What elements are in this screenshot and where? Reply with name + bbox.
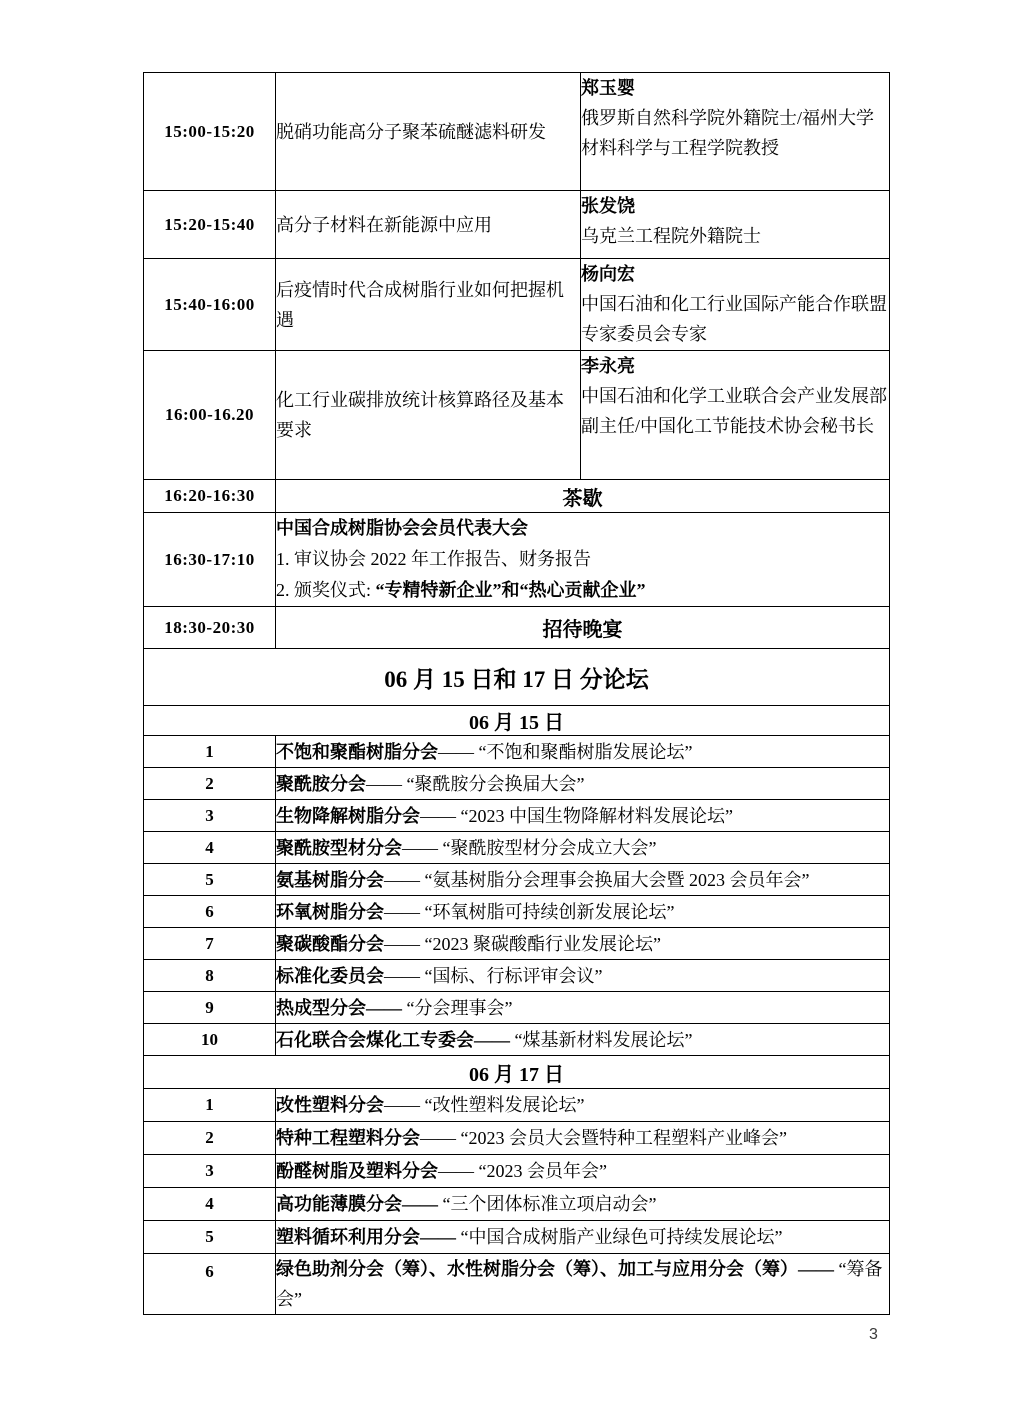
- forum-number: 4: [144, 832, 276, 864]
- speaker-name: 郑玉婴: [581, 78, 635, 98]
- forum-entry: [276, 1221, 890, 1254]
- forum-number: 2: [144, 1122, 276, 1155]
- forum-event-title: —— “环氧树脂可持续创新发展论坛”: [384, 901, 675, 922]
- forum-entry: [276, 928, 890, 960]
- day1-header-row: [144, 706, 890, 736]
- session-topic: 后疫情时代合成树脂行业如何把握机遇: [276, 259, 581, 351]
- forum-entry: [276, 736, 890, 768]
- forum-section-title: 06 月 15 日和 17 日 分论坛: [144, 649, 890, 706]
- forum-row: [144, 1188, 890, 1221]
- forum-division-name: 石化联合会煤化工专委会——: [276, 1029, 510, 1050]
- forum-entry: [276, 1155, 890, 1188]
- forum-event-title: —— “聚酰胺分会换届大会”: [366, 773, 585, 794]
- forum-event-title: —— “2023 中国生物降解材料发展论坛”: [420, 805, 733, 826]
- member-assembly-item2-prefix: 2. 颁奖仪式:: [276, 580, 376, 600]
- forum-division-name: 热成型分会——: [276, 997, 402, 1018]
- session-speaker-cell: [581, 259, 890, 351]
- forum-event-title: “分会理事会”: [402, 997, 513, 1018]
- forum-event-title: —— “2023 会员年会”: [438, 1161, 607, 1181]
- session-time: 15:40-16:00: [144, 259, 276, 351]
- forum-entry: [276, 992, 890, 1024]
- forum-division-name: 改性塑料分会: [276, 1095, 384, 1115]
- forum-event-title: —— “聚酰胺型材分会成立大会”: [402, 837, 657, 858]
- session-topic: 高分子材料在新能源中应用: [276, 191, 581, 259]
- forum-entry: [276, 1122, 890, 1155]
- session-row: [144, 191, 890, 259]
- session-row: [144, 73, 890, 191]
- forum-number: 5: [144, 864, 276, 896]
- forum-row: [144, 1254, 890, 1315]
- forum-row: [144, 864, 890, 896]
- member-assembly-item2: [276, 575, 889, 606]
- forum-row: [144, 1221, 890, 1254]
- forum-row: [144, 1122, 890, 1155]
- forum-event-title: “中国合成树脂产业绿色可持续发展论坛”: [456, 1227, 783, 1247]
- forum-number: 8: [144, 960, 276, 992]
- tea-break-label: 茶歇: [276, 480, 890, 513]
- tea-break-time: 16:20-16:30: [144, 480, 276, 513]
- forum-row: [144, 832, 890, 864]
- session-speaker-cell: [581, 73, 890, 191]
- tea-break-row: [144, 480, 890, 513]
- forum-number: 1: [144, 1089, 276, 1122]
- speaker-affiliation: 乌克兰工程院外籍院士: [581, 226, 761, 246]
- speaker-affiliation: 中国石油和化学工业联合会产业发展部副主任/中国化工节能技术协会秘书长: [581, 386, 887, 436]
- member-assembly-item2-awards: “专精特新企业”和“热心贡献企业”: [375, 580, 646, 600]
- forum-division-name: 绿色助剂分会（筹）、水性树脂分会（筹）、加工与应用分会（筹）——: [276, 1259, 834, 1279]
- session-speaker-cell: [581, 191, 890, 259]
- forum-entry: [276, 800, 890, 832]
- forum-row: [144, 1089, 890, 1122]
- forum-number: 3: [144, 1155, 276, 1188]
- forum-row: [144, 1155, 890, 1188]
- forum-number: 6: [144, 896, 276, 928]
- member-assembly-cell: [276, 513, 890, 607]
- forum-division-name: 聚酰胺型材分会: [276, 837, 402, 858]
- forum-number: 5: [144, 1221, 276, 1254]
- forum-division-name: 特种工程塑料分会: [276, 1128, 420, 1148]
- member-assembly-item1: 1. 审议协会 2022 年工作报告、财务报告: [276, 549, 591, 569]
- forum-row: [144, 736, 890, 768]
- forum-entry: [276, 1089, 890, 1122]
- day2-header: 06 月 17 日: [144, 1056, 890, 1089]
- page-number: 3: [869, 1326, 878, 1343]
- session-row: [144, 351, 890, 480]
- forum-entry: [276, 896, 890, 928]
- forum-event-title: —— “改性塑料发展论坛”: [384, 1095, 585, 1115]
- session-speaker-cell: [581, 351, 890, 480]
- forum-entry: [276, 832, 890, 864]
- session-topic: 化工行业碳排放统计核算路径及基本要求: [276, 351, 581, 480]
- session-time: 15:20-15:40: [144, 191, 276, 259]
- day1-header: 06 月 15 日: [144, 706, 890, 736]
- forum-division-name: 不饱和聚酯树脂分会: [276, 741, 438, 762]
- day2-header-row: [144, 1056, 890, 1089]
- forum-division-name: 高功能薄膜分会——: [276, 1194, 438, 1214]
- forum-entry: [276, 1254, 890, 1315]
- session-time: 16:00-16.20: [144, 351, 276, 480]
- forum-row: [144, 928, 890, 960]
- forum-division-name: 环氧树脂分会: [276, 901, 384, 922]
- speaker-name: 张发饶: [581, 196, 635, 216]
- forum-number: 4: [144, 1188, 276, 1221]
- forum-number: 6: [144, 1254, 276, 1315]
- forum-division-name: 聚酰胺分会: [276, 773, 366, 794]
- speaker-affiliation: 俄罗斯自然科学院外籍院士/福州大学材料科学与工程学院教授: [581, 108, 874, 158]
- forum-event-title: —— “2023 聚碳酸酯行业发展论坛”: [384, 933, 661, 954]
- forum-division-name: 聚碳酸酯分会: [276, 933, 384, 954]
- forum-event-title: “三个团体标准立项启动会”: [438, 1194, 657, 1214]
- forum-row: [144, 992, 890, 1024]
- forum-division-name: 酚醛树脂及塑料分会: [276, 1161, 438, 1181]
- forum-number: 2: [144, 768, 276, 800]
- speaker-affiliation: 中国石油和化工行业国际产能合作联盟专家委员会专家: [581, 294, 887, 344]
- forum-event-title: “煤基新材料发展论坛”: [510, 1029, 693, 1050]
- member-assembly-time: 16:30-17:10: [144, 513, 276, 607]
- forum-entry: [276, 960, 890, 992]
- forum-event-title: —— “2023 会员大会暨特种工程塑料产业峰会”: [420, 1128, 787, 1148]
- forum-entry: [276, 864, 890, 896]
- forum-event-title: —— “国标、行标评审会议”: [384, 965, 603, 986]
- forum-division-name: 塑料循环利用分会——: [276, 1227, 456, 1247]
- forum-number: 3: [144, 800, 276, 832]
- member-assembly-row: [144, 513, 890, 607]
- speaker-name: 李永亮: [581, 356, 635, 376]
- forum-entry: [276, 1188, 890, 1221]
- forum-event-title: “筹备会”: [276, 1259, 883, 1309]
- session-topic: 脱硝功能高分子聚苯硫醚滤料研发: [276, 73, 581, 191]
- member-assembly-title: 中国合成树脂协会会员代表大会: [276, 518, 528, 538]
- forum-entry: [276, 768, 890, 800]
- forum-number: 7: [144, 928, 276, 960]
- banquet-time: 18:30-20:30: [144, 607, 276, 649]
- forum-row: [144, 800, 890, 832]
- session-time: 15:00-15:20: [144, 73, 276, 191]
- forum-event-title: —— “氨基树脂分会理事会换届大会暨 2023 会员年会”: [384, 869, 810, 890]
- forum-row: [144, 960, 890, 992]
- forum-section-row: [144, 649, 890, 706]
- banquet-label: 招待晚宴: [276, 607, 890, 649]
- session-row: [144, 259, 890, 351]
- forum-entry: [276, 1024, 890, 1056]
- speaker-name: 杨向宏: [581, 264, 635, 284]
- forum-number: 10: [144, 1024, 276, 1056]
- forum-row: [144, 1024, 890, 1056]
- banquet-row: [144, 607, 890, 649]
- forum-row: [144, 768, 890, 800]
- forum-row: [144, 896, 890, 928]
- forum-number: 1: [144, 736, 276, 768]
- forum-number: 9: [144, 992, 276, 1024]
- forum-division-name: 生物降解树脂分会: [276, 805, 420, 826]
- forum-division-name: 标准化委员会: [276, 965, 384, 986]
- agenda-table: [143, 72, 890, 1315]
- forum-division-name: 氨基树脂分会: [276, 869, 384, 890]
- forum-event-title: —— “不饱和聚酯树脂发展论坛”: [438, 741, 693, 762]
